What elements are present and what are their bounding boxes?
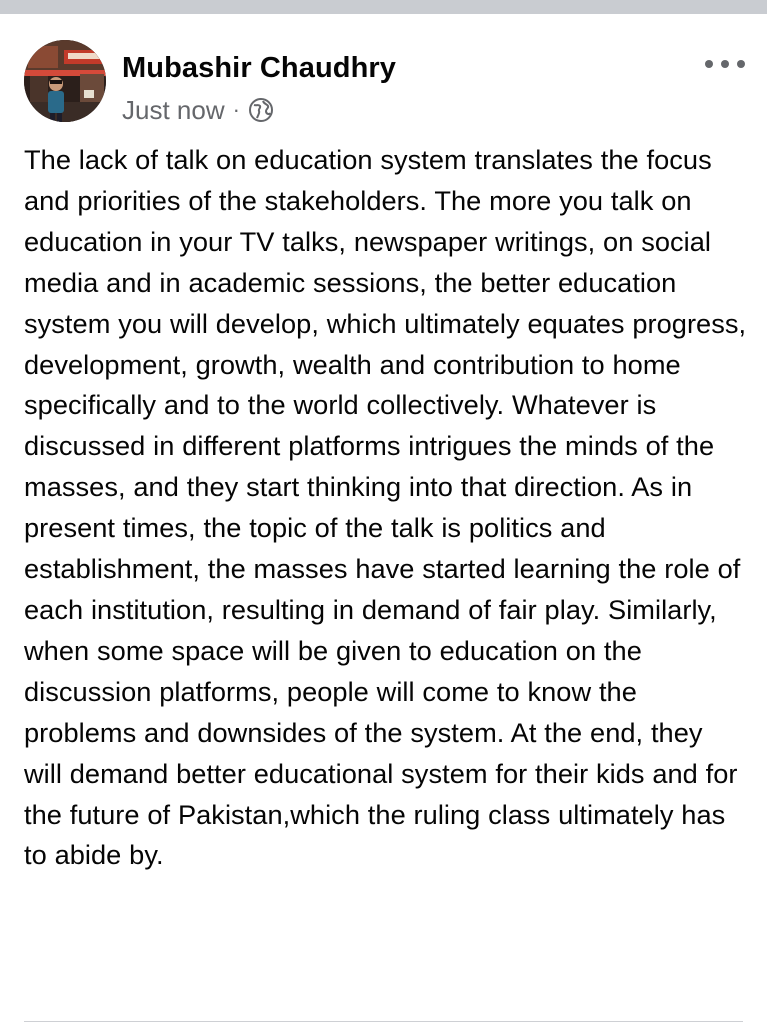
post-body-text: The lack of talk on education system translates the focus and priorities of the stakeholders. The more you talk on education in your TV talks, newspaper writings, on social media and in academic sessions, the better education system you will develop, which ultimately equates progress, development, growth, wealth and contribution to home specifically and to the world collectively. Whatever is discussed in different platforms intrigues the minds of the masses, and they start thinking into that direction. As in present times, the topic of the talk is politics and establishment, the masses have started learning the role of each institution, resulting in demand of fair play. Similarly, when some space will be given to education on the discussion platforms, people will come to know the problems and downsides of the system. At the end, they will demand better educational system for their kids and for the future of Pakistan,which the ruling class ultimately has to abide by. <box>24 144 747 871</box>
post-card <box>0 14 767 1024</box>
meta-separator: · <box>232 97 240 122</box>
author-avatar[interactable] <box>24 40 106 122</box>
top-separator-strip <box>0 0 767 14</box>
post-meta <box>122 94 274 126</box>
more-options-button[interactable] <box>705 52 745 76</box>
post-header <box>0 14 767 134</box>
post-divider <box>24 1021 743 1022</box>
post-timestamp[interactable]: Just now <box>122 94 225 125</box>
more-options-icon <box>737 60 745 68</box>
author-name[interactable]: Mubashir Chaudhry <box>122 52 396 84</box>
globe-icon[interactable] <box>248 97 274 123</box>
more-options-icon <box>721 60 729 68</box>
avatar-photo-icon <box>24 40 106 122</box>
more-options-icon <box>705 60 713 68</box>
